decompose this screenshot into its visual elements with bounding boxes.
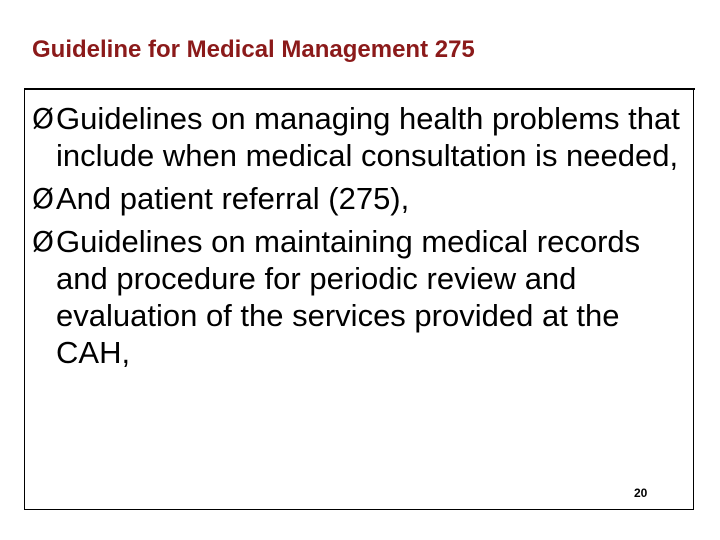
page-number: 20 [634, 486, 648, 500]
arrowhead-bullet-icon: Ø [32, 225, 55, 258]
bullet-item [32, 180, 682, 217]
slide-title: Guideline for Medical Management 275 [32, 36, 475, 63]
bullet-text: Guidelines on managing health problems that include when medical consultation is needed, [56, 101, 680, 173]
bullet-item [32, 100, 682, 174]
bullet-text: Guidelines on maintaining medical records and procedure for periodic review and evaluation of the services provided at the CAH, [56, 224, 641, 370]
arrowhead-bullet-icon: Ø [32, 102, 55, 135]
bullet-list [32, 100, 682, 377]
bullet-text: And patient referral (275), [56, 181, 410, 216]
arrowhead-bullet-icon: Ø [32, 182, 55, 215]
bullet-item [32, 223, 682, 371]
